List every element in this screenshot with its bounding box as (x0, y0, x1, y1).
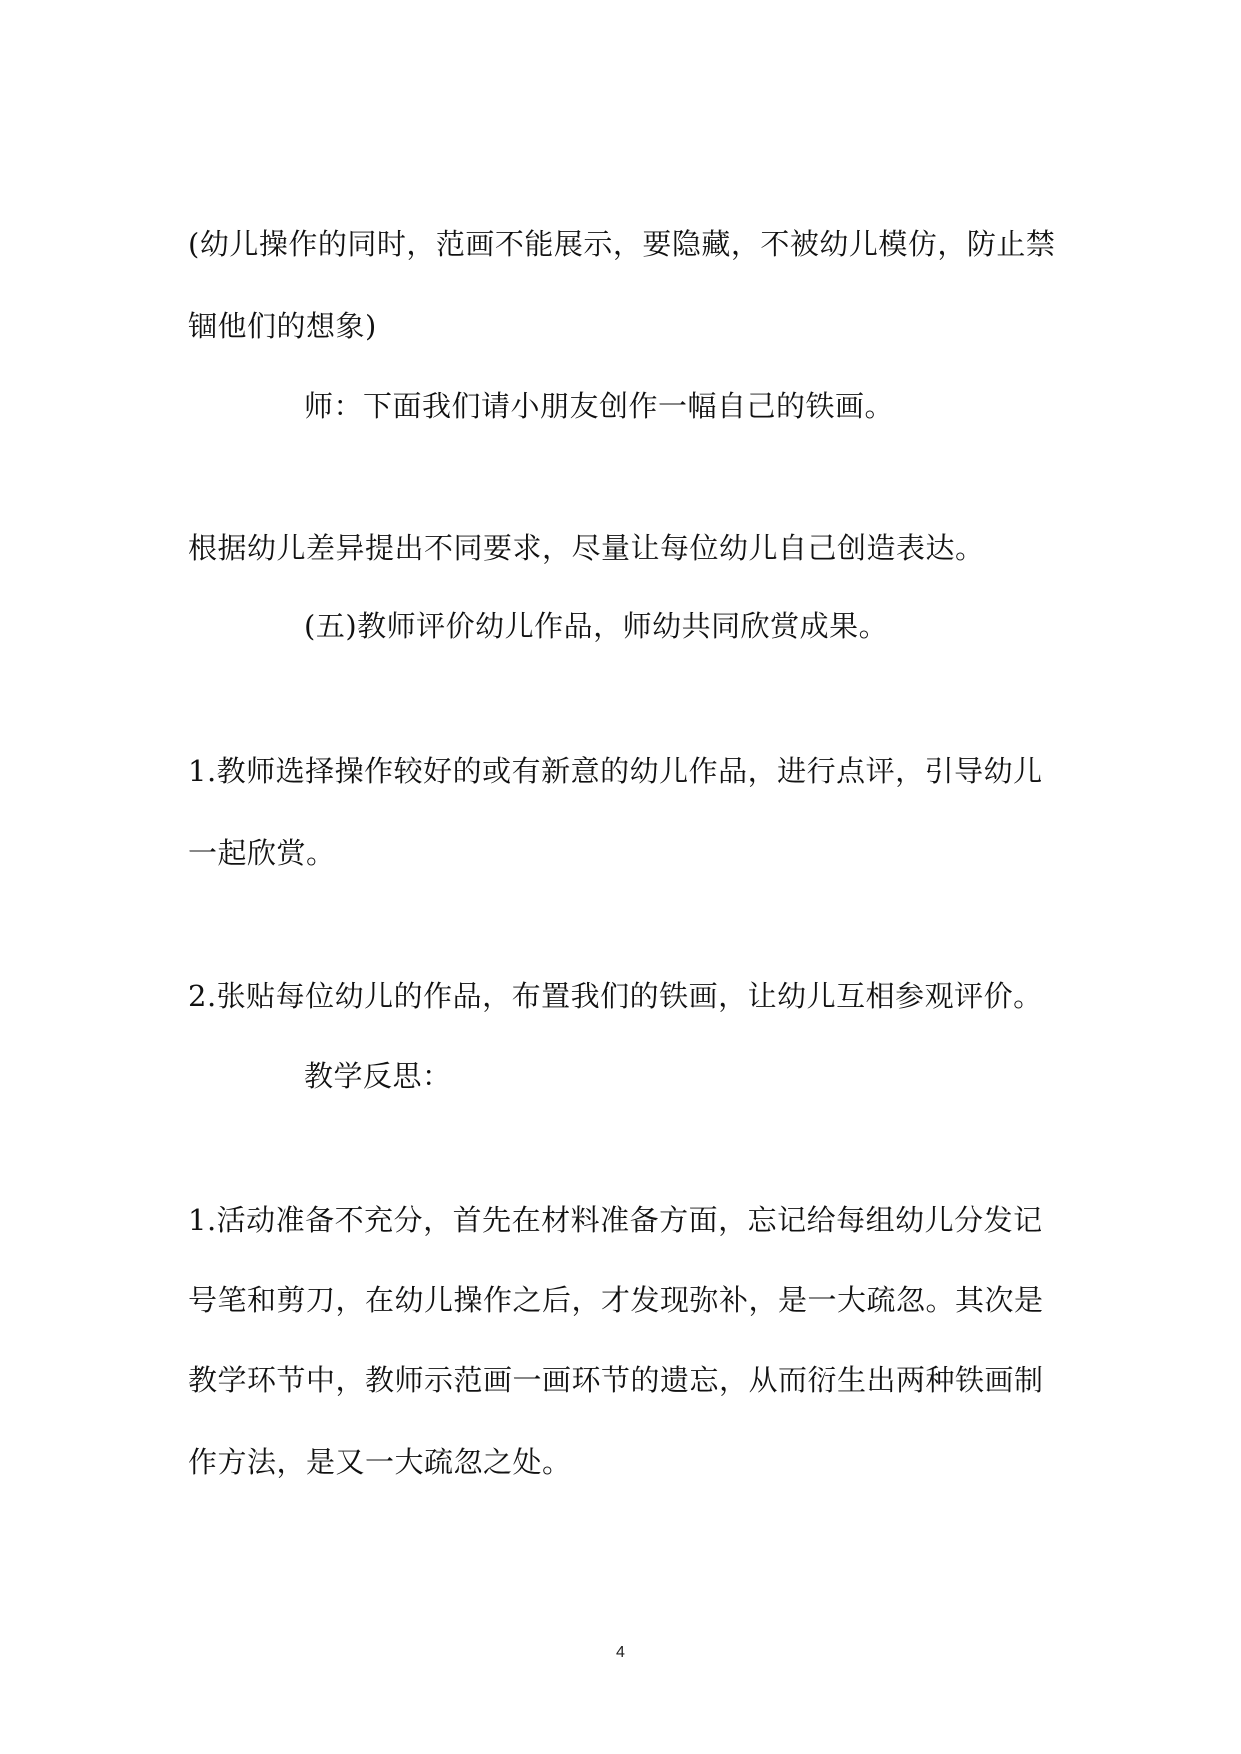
paragraph-8-line-2: 号笔和剪刀，在幼儿操作之后，才发现弥补，是一大疏忽。其次是 (188, 1283, 1044, 1317)
paragraph-7-line-1: 教学反思： (304, 1059, 452, 1093)
paragraph-5-line-2: 一起欣赏。 (188, 836, 336, 870)
paragraph-6-line-1: 2.张贴每位幼儿的作品，布置我们的铁画，让幼儿互相参观评价。 (188, 979, 1043, 1013)
paragraph-8-line-4: 作方法，是又一大疏忽之处。 (188, 1445, 572, 1479)
paragraph-2-line-1: 师：下面我们请小朋友创作一幅自己的铁画。 (304, 389, 895, 423)
paragraph-1-line-2: 锢他们的想象) (188, 309, 377, 343)
paragraph-3-line-1: 根据幼儿差异提出不同要求，尽量让每位幼儿自己创造表达。 (188, 531, 985, 565)
paragraph-1-line-1: (幼儿操作的同时，范画不能展示，要隐藏，不被幼儿模仿，防止禁 (188, 227, 1056, 261)
paragraph-8-line-1: 1.活动准备不充分，首先在材料准备方面，忘记给每组幼儿分发记 (188, 1203, 1043, 1237)
paragraph-5-line-1: 1.教师选择操作较好的或有新意的幼儿作品，进行点评，引导幼儿 (188, 754, 1043, 788)
paragraph-4-line-1: (五)教师评价幼儿作品，师幼共同欣赏成果。 (304, 609, 889, 643)
page-number: 4 (616, 1644, 625, 1661)
paragraph-8-line-3: 教学环节中，教师示范画一画环节的遗忘，从而衍生出两种铁画制 (188, 1363, 1044, 1397)
